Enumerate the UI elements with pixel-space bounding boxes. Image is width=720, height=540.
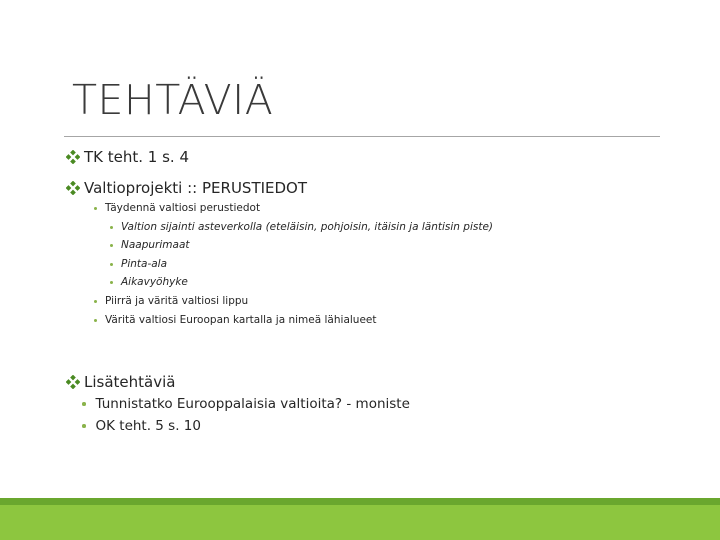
diamond-bullet-icon [66,375,80,389]
bullet-item-2 [66,179,307,197]
sub-sub-bullet [110,276,188,288]
dot-bullet-icon [110,263,113,266]
footer-accent-strip [0,498,720,505]
bullet-text: TK teht. 1 s. 4 [84,148,190,166]
sub-bullet [94,295,248,307]
diamond-bullet-icon [66,181,80,195]
dot-bullet-icon [82,424,86,428]
dot-bullet-icon [110,226,113,229]
bullet-text: Lisätehtäviä [84,373,176,391]
sub-bullet [82,396,410,412]
footer-bar [0,505,720,540]
sub-bullet-text: Täydennä valtiosi perustiedot [105,202,261,214]
bullet-item-1 [66,148,189,166]
bullet-item-3 [66,373,175,391]
sub-bullet [82,418,201,434]
diamond-bullet-icon [66,150,80,164]
sub-bullet-text: OK teht. 5 s. 10 [95,418,201,434]
sub-bullet-text: Väritä valtiosi Euroopan kartalla ja nimeä lähialueet [105,314,377,326]
dot-bullet-icon [110,281,113,284]
dot-bullet-icon [94,300,97,303]
sub-bullet [94,202,260,214]
sub-sub-bullet-text: Naapurimaat [121,239,190,251]
sub-bullet-text: Tunnistatko Eurooppalaisia valtioita? - moniste [95,396,410,412]
sub-bullet [94,314,376,326]
title-divider [64,136,660,137]
dot-bullet-icon [94,319,97,322]
sub-sub-bullet-text: Pinta-ala [121,258,168,270]
dot-bullet-icon [94,207,97,210]
sub-sub-bullet-text: Valtion sijainti asteverkolla (eteläisin, pohjoisin, itäisin ja läntisin piste) [121,221,494,233]
dot-bullet-icon [82,402,86,406]
sub-sub-bullet [110,258,167,270]
sub-sub-bullet [110,221,493,233]
sub-bullet-text: Piirrä ja väritä valtiosi lippu [105,295,249,307]
sub-sub-bullet [110,239,190,251]
sub-sub-bullet-text: Aikavyöhyke [121,276,188,288]
bullet-text: Valtioprojekti :: PERUSTIEDOT [84,179,308,197]
slide-title: TEHTÄVIÄ [72,76,274,124]
dot-bullet-icon [110,244,113,247]
